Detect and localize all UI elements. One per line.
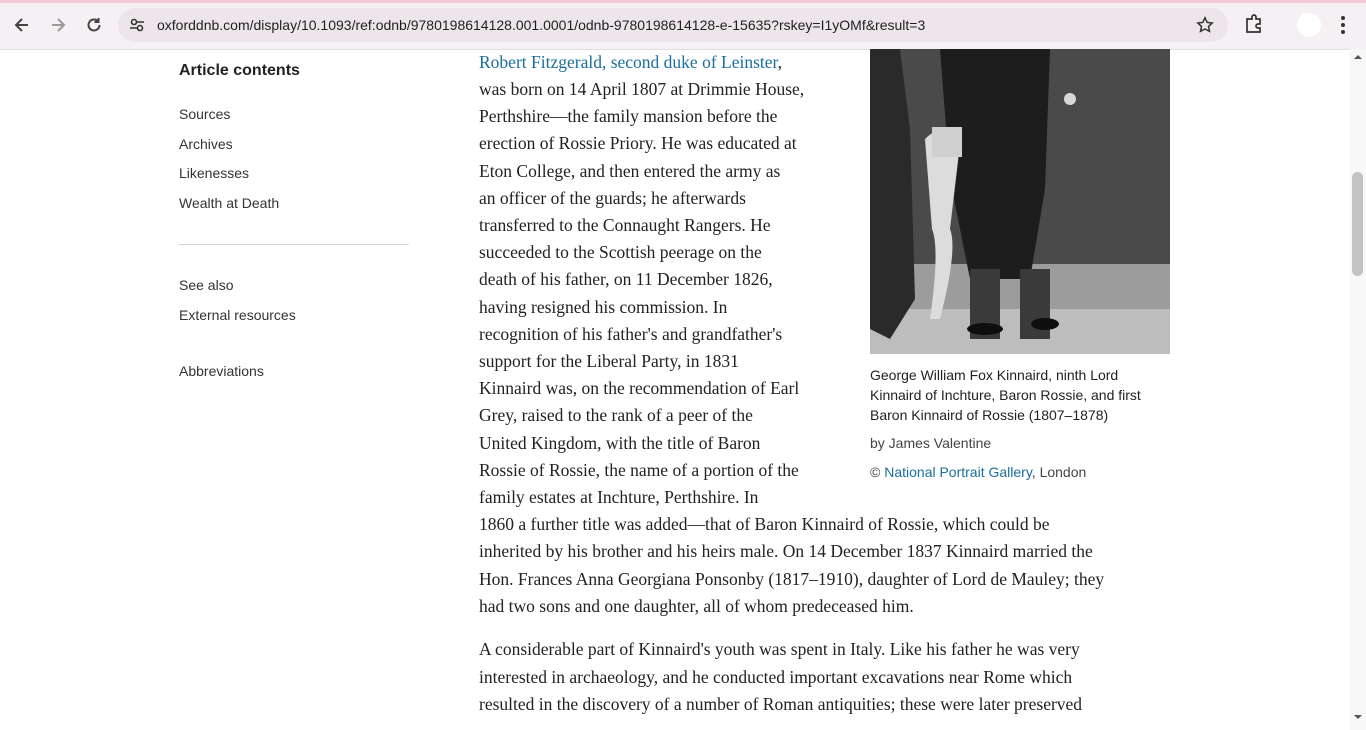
scrollbar-thumb[interactable]: [1352, 172, 1363, 276]
article-line: had two sons and one daughter, all of whom predeceased him.: [479, 595, 914, 616]
article-line: Hon. Frances Anna Georgiana Ponsonby (1817–1910), daughter of Lord de Mauley; they: [479, 568, 1105, 589]
page-scrollbar[interactable]: [1350, 49, 1366, 730]
profile-avatar[interactable]: [1297, 13, 1321, 37]
address-bar[interactable]: [118, 8, 1228, 42]
arrow-right-icon: [49, 16, 67, 34]
article-line: was born on 14 April 1807 at Drimmie House,: [479, 79, 805, 99]
figure-credit: by James Valentine: [870, 435, 992, 451]
scroll-down-arrow-icon[interactable]: [1354, 713, 1362, 721]
article-line: resulted in the discovery of a number of Roman antiquities; these were later preserved: [479, 694, 1083, 714]
sidebar-title: Article contents: [179, 62, 300, 79]
more-menu-icon[interactable]: [1334, 13, 1352, 37]
sidebar-item-archives[interactable]: Archives: [179, 136, 233, 152]
figure-caption-line-1: George William Fox Kinnaird, ninth Lord: [870, 367, 1119, 383]
tab-strip-edge: [0, 0, 1366, 3]
article-line: family estates at Inchture, Perthshire. In: [479, 487, 759, 507]
article-line: A considerable part of Kinnaird's youth was spent in Italy. Like his father he was very: [479, 639, 1080, 659]
article-line: having resigned his commission. In: [479, 296, 728, 317]
article-line: Grey, raised to the rank of a peer of the: [479, 405, 753, 426]
article-link-line: Robert Fitzgerald, second duke of Leinster,: [479, 52, 783, 72]
extensions-icon[interactable]: [1243, 13, 1265, 35]
figure-caption-line-3: Baron Kinnaird of Rossie (1807–1878): [870, 407, 1109, 423]
bookmark-star-icon[interactable]: [1196, 16, 1214, 34]
article-line: Kinnaird was, on the recommendation of Earl: [479, 378, 800, 399]
portrait-illustration: [870, 49, 1170, 354]
portrait-photo[interactable]: [870, 49, 1170, 354]
sidebar-item-sources[interactable]: Sources: [179, 106, 231, 122]
sidebar-item-abbreviations[interactable]: Abbreviations: [179, 363, 264, 379]
article-line: interested in archaeology, and he conducted important excavations near Rome which: [479, 666, 1073, 687]
article-line: Eton College, and then entered the army as: [479, 160, 781, 181]
sidebar-item-likenesses[interactable]: Likenesses: [179, 165, 250, 181]
reload-button[interactable]: [81, 12, 107, 38]
article-line: death of his father, on 11 December 1826,: [479, 269, 773, 290]
npg-link[interactable]: National Portrait Gallery: [884, 464, 1032, 480]
sidebar-item-external-resources[interactable]: External resources: [179, 307, 296, 323]
sidebar-item-see-also[interactable]: See also: [179, 277, 234, 293]
article-line: recognition of his father's and grandfather's: [479, 323, 783, 344]
reload-icon: [85, 16, 103, 34]
browser-toolbar: [0, 0, 1366, 50]
forward-button[interactable]: [45, 12, 71, 38]
article-line: an officer of the guards; he afterwards: [479, 187, 746, 208]
arrow-left-icon: [13, 16, 31, 34]
sidebar-divider: [179, 244, 409, 245]
article-line: inherited by his brother and his heirs male. On 14 December 1837 Kinnaird married the: [479, 541, 1093, 562]
article-line: succeeded to the Scottish peerage on the: [479, 242, 762, 263]
url-text[interactable]: oxforddnb.com/display/10.1093/ref:odnb/9780198614128.001.0001/odnb-9780198614128-e-15635?rskey=I1yOMf&result=3: [157, 17, 926, 33]
article-line: United Kingdom, with the title of Baron: [479, 432, 761, 453]
sidebar-item-wealth-at-death[interactable]: Wealth at Death: [179, 195, 280, 211]
site-info-icon[interactable]: [128, 16, 146, 34]
scroll-up-arrow-icon[interactable]: [1354, 53, 1362, 61]
article-line: support for the Liberal Party, in 1831: [479, 351, 739, 371]
article-line: Perthshire—the family mansion before the: [479, 106, 778, 127]
article-line: erection of Rossie Priory. He was educated at: [479, 133, 797, 154]
article-line: Rossie of Rossie, the name of a portion of the: [479, 459, 799, 480]
leinster-link[interactable]: Robert Fitzgerald, second duke of Leinster: [479, 52, 778, 72]
back-button[interactable]: [9, 12, 35, 38]
figure-copyright: © National Portrait Gallery, London: [870, 464, 1087, 480]
article-line: 1860 a further title was added—that of Baron Kinnaird of Rossie, which could be: [479, 514, 1050, 535]
article-line: transferred to the Connaught Rangers. He: [479, 215, 771, 235]
figure-caption-line-2: Kinnaird of Inchture, Baron Rossie, and first: [870, 387, 1141, 403]
